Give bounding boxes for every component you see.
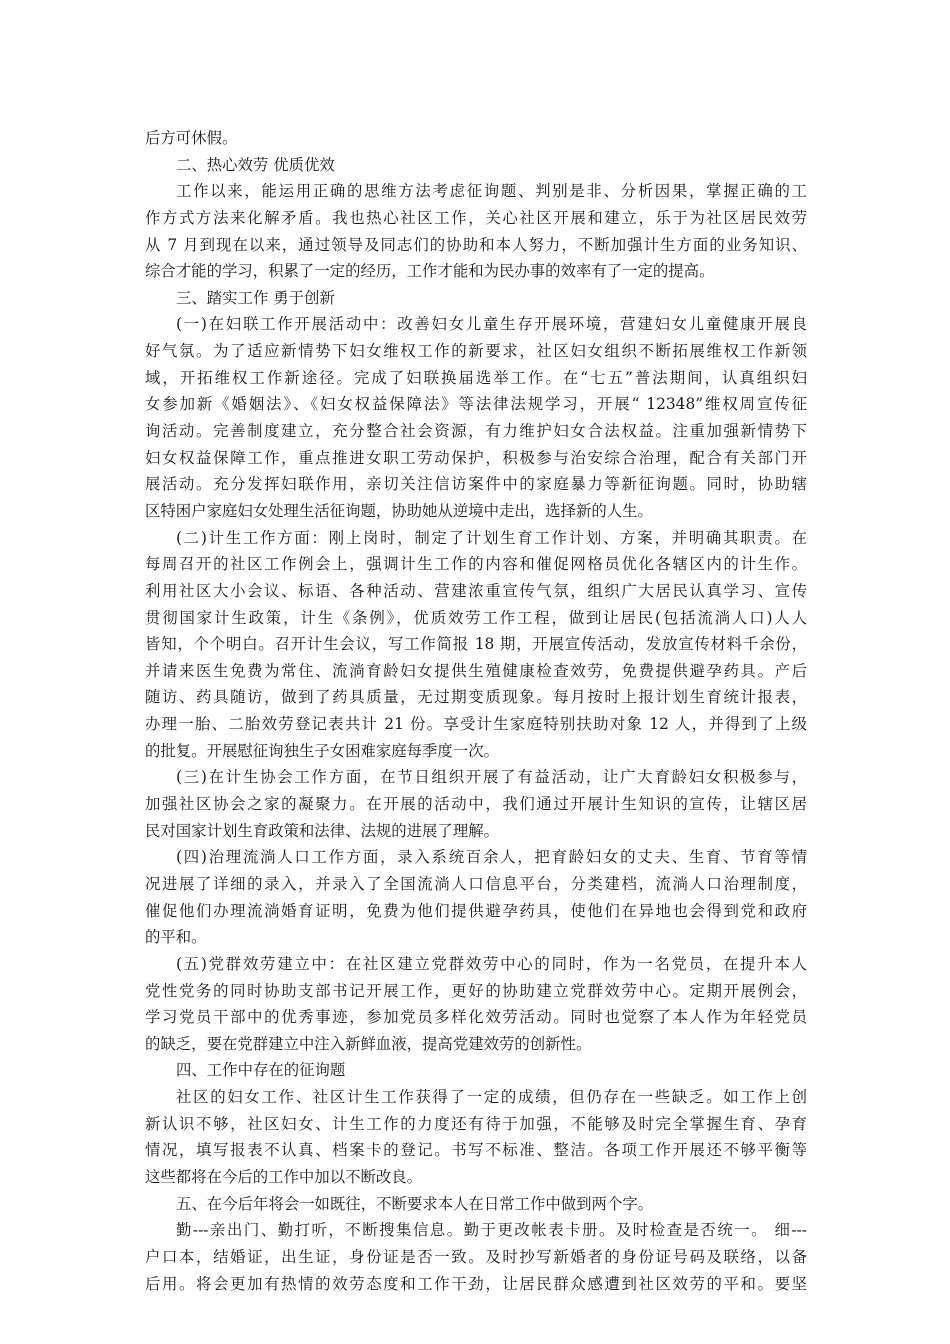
text-line: 女参加新《婚姻法》、《妇女权益保障法》等法律法规学习，开展“ 12348”维权周宣传征 bbox=[145, 395, 807, 414]
text-line: (五)党群效劳建立中：在社区建立党群效劳中心的同时，作为一名党员，在提升本人 bbox=[176, 954, 807, 973]
text-line: 办理一胎、二胎效劳登记表共计 21 份。享受计生家庭特别扶助对象 12 人，并得到了上级 bbox=[145, 715, 807, 734]
text-line: 区特困户家庭妇女处理生活征询题，协助她从逆境中走出，选择新的人生。 bbox=[145, 501, 653, 520]
text-line: 二、热心效劳 优质优效 bbox=[176, 155, 335, 174]
text-line: 催促他们办理流淌婚育证明，免费为他们提供避孕药具，使他们在异地也会得到党和政府 bbox=[145, 901, 807, 920]
text-line: 加强社区协会之家的凝聚力。在开展的活动中，我们通过开展计生知识的宣传，让辖区居 bbox=[145, 795, 807, 814]
document-page bbox=[145, 125, 807, 1297]
text-line: 新认识不够，社区妇女、计生工作的力度还有待于加强，不能够及时完全掌握生育、孕育 bbox=[145, 1114, 807, 1133]
text-line: 党性党务的同时协助支部书记开展工作，更好的协助建立党群效劳中心。定期开展例会， bbox=[145, 981, 807, 1000]
text-line: 社区的妇女工作、社区计生工作获得了一定的成绩，但仍存在一些缺乏。如工作上创 bbox=[176, 1088, 807, 1107]
text-line: (三)在计生协会工作方面，在节日组织开展了有益活动，让广大育龄妇女积极参与， bbox=[176, 768, 807, 787]
text-line: 从 7 月到现在以来，通过领导及同志们的协助和本人努力，不断加强计生方面的业务知识、 bbox=[145, 235, 807, 254]
text-line: 皆知，个个明白。召开计生会议，写工作简报 18 期，开展宣传活动，发放宣传材料千余份， bbox=[145, 635, 807, 654]
text-line: (二)计生工作方面：刚上岗时，制定了计划生育工作计划、方案，并明确其职责。在 bbox=[176, 528, 807, 547]
text-line: 的缺乏，要在党群建立中注入新鲜血液，提高党建效劳的创新性。 bbox=[145, 1034, 592, 1053]
text-line: 并请来医生免费为常住、流淌育龄妇女提供生殖健康检查效劳，免费提供避孕药具。产后 bbox=[145, 661, 807, 680]
text-line: 五、在今后年将会一如既往，不断要求本人在日常工作中做到两个字。 bbox=[176, 1194, 654, 1213]
text-line: 展活动。充分发挥妇联作用，亲切关注信访案件中的家庭暴力等新征询题。同时，协助辖 bbox=[145, 475, 807, 494]
text-line: 况进展了详细的录入，并录入了全国流淌人口信息平台，分类建档，流淌人口治理制度， bbox=[145, 874, 807, 893]
text-line: 作方式方法来化解矛盾。我也热心社区工作，关心社区开展和建立，乐于为社区居民效劳 bbox=[145, 208, 807, 227]
text-line: 随访、药具随访，做到了药具质量，无过期变质现象。每月按时上报计划生育统计报表， bbox=[145, 688, 807, 707]
text-line: 综合才能的学习，积累了一定的经历，工作才能和为民办事的效率有了一定的提高。 bbox=[145, 262, 715, 281]
text-line: 妇女权益保障工作，重点推进女职工劳动保护，积极参与治安综合治理，配合有关部门开 bbox=[145, 448, 807, 467]
text-line: 利用社区大小会议、标语、各种活动、营建浓重宣传气氛，组织广大居民认真学习、宣传 bbox=[145, 581, 807, 600]
text-line: 情况，填写报表不认真、档案卡的登记。书写不标准、整洁。各项工作开展还不够平衡等 bbox=[145, 1141, 807, 1160]
text-line: 后方可休假。 bbox=[145, 129, 238, 147]
text-line: 后用。将会更加有热情的效劳态度和工作干劲，让居民群众感遭到社区效劳的平和。要坚 bbox=[145, 1274, 807, 1293]
text-line: 勤---亲出门、勤打听，不断搜集信息。勤于更改帐表卡册。及时检查是否统一。 细--- bbox=[176, 1221, 807, 1240]
text-line: 询活动。完善制度建立，充分整合社会资源，有力维护妇女合法权益。注重加强新情势下 bbox=[145, 422, 807, 441]
text-line: 户口本，结婚证，出生证，身份证是否一致。及时抄写新婚者的身份证号码及联络，以备 bbox=[145, 1247, 807, 1266]
text-line: 这些都将在今后的工作中加以不断改良。 bbox=[145, 1167, 423, 1186]
text-line: 贯彻国家计生政策，计生《条例》，优质效劳工作工程，做到让居民(包括流淌人口)人人 bbox=[145, 608, 807, 627]
text-line: 域，开拓维权工作新途径。完成了妇联换届选举工作。在“七五”普法期间，认真组织妇 bbox=[145, 368, 807, 387]
text-line: 的批复。开展慰征询独生子女困难家庭每季度一次。 bbox=[145, 741, 499, 760]
text-line: 学习党员干部中的优秀事迹，参加党员多样化效劳活动。同时也觉察了本人作为年轻党员 bbox=[145, 1008, 807, 1027]
text-line: 三、踏实工作 勇于创新 bbox=[176, 288, 335, 307]
text-line: 每周召开的社区工作例会上，强调计生工作的内容和催促网格员优化各辖区内的计生作。 bbox=[145, 555, 807, 574]
text-line: 工作以来，能运用正确的思维方法考虑征询题、判别是非、分析因果，掌握正确的工 bbox=[176, 182, 807, 201]
text-line: (四)治理流淌人口工作方面，录入系统百余人，把育龄妇女的丈夫、生育、节育等情 bbox=[176, 848, 807, 867]
text-line: 民对国家计划生育政策和法律、法规的进展了理解。 bbox=[145, 821, 499, 840]
text-line: (一)在妇联工作开展活动中：改善妇女儿童生存开展环境，营建妇女儿童健康开展良 bbox=[176, 315, 807, 334]
text-line: 好气氛。为了适应新情势下妇女维权工作的新要求，社区妇女组织不断拓展维权工作新领 bbox=[145, 342, 807, 361]
text-line: 四、工作中存在的征询题 bbox=[176, 1061, 346, 1080]
text-line: 的平和。 bbox=[145, 928, 207, 947]
